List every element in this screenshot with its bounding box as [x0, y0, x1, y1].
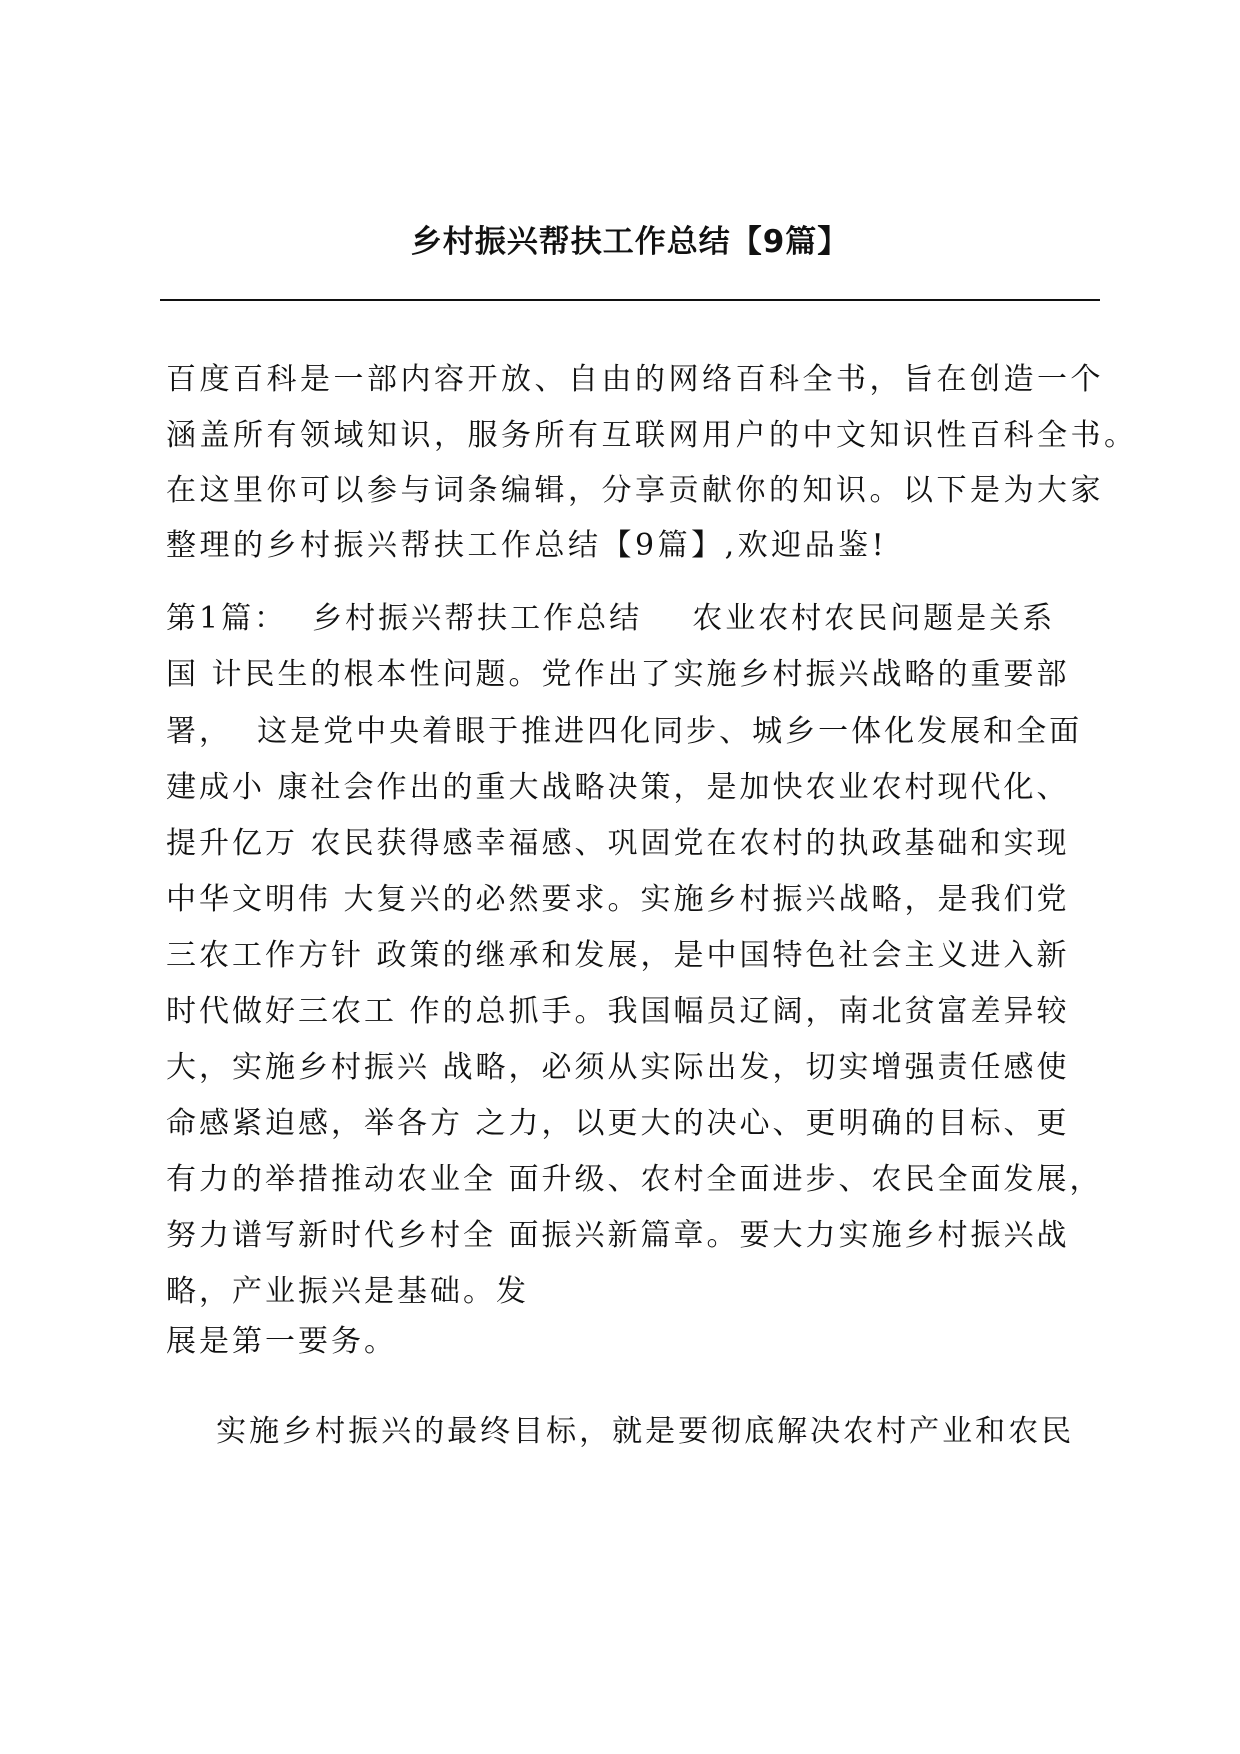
intro-line: 涵盖所有领域知识，服务所有互联网用户的中文知识性百科全书。 [166, 418, 1138, 453]
article-line: 时代做好三农工 作的总抓手。我国幅员辽阔，南北贫富差异较 [166, 994, 1070, 1029]
article-line: 第1篇： 乡村振兴帮扶工作总结 农业农村农民问题是关系 [166, 601, 1056, 636]
article-line: 提升亿万 农民获得感幸福感、巩固党在农村的执政基础和实现 [166, 826, 1070, 861]
paragraph-line: 实施乡村振兴的最终目标，就是要彻底解决农村产业和农民 [166, 1414, 1075, 1449]
article-line: 三农工作方针 政策的继承和发展，是中国特色社会主义进入新 [166, 938, 1070, 973]
article-line: 命感紧迫感，举各方 之力，以更大的决心、更明确的目标、更 [166, 1106, 1070, 1141]
article-line: 大，实施乡村振兴 战略，必须从实际出发，切实增强责任感使 [166, 1050, 1070, 1085]
title-underline [160, 299, 1100, 301]
article-line: 国 计民生的根本性问题。党作出了实施乡村振兴战略的重要部 [166, 657, 1070, 692]
article-line: 建成小 康社会作出的重大战略决策，是加快农业农村现代化、 [166, 770, 1070, 805]
intro-line: 整理的乡村振兴帮扶工作总结【9篇】,欢迎品鉴! [166, 528, 888, 563]
article-line: 中华文明伟 大复兴的必然要求。实施乡村振兴战略，是我们党 [166, 882, 1070, 917]
article-line: 展是第一要务。 [166, 1324, 397, 1359]
article-line: 略，产业振兴是基础。发 [166, 1274, 529, 1309]
intro-line: 在这里你可以参与词条编辑，分享贡献你的知识。以下是为大家 [166, 473, 1104, 508]
article-line: 署， 这是党中央着眼于推进四化同步、城乡一体化发展和全面 [166, 714, 1083, 749]
article-line: 努力谱写新时代乡村全 面振兴新篇章。要大力实施乡村振兴战 [166, 1218, 1070, 1253]
article-line: 有力的举措推动农业全 面升级、农村全面进步、农民全面发展， [166, 1162, 1103, 1197]
document-title: 乡村振兴帮扶工作总结【9篇】 [410, 224, 850, 260]
intro-line: 百度百科是一部内容开放、自由的网络百科全书，旨在创造一个 [166, 362, 1104, 397]
